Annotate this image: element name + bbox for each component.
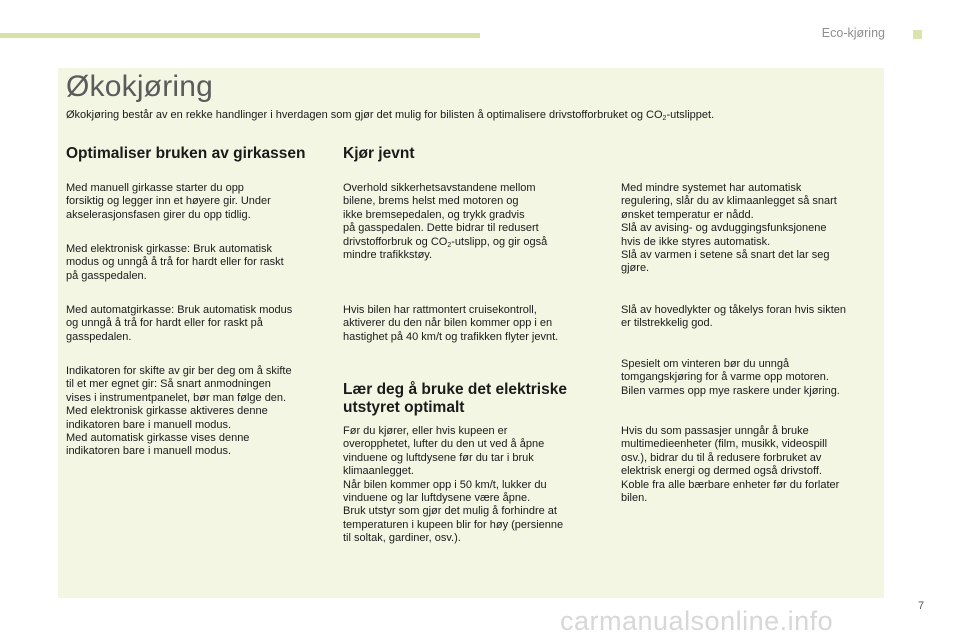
line: Hvis bilen har rattmontert cruisekontroll,	[343, 304, 537, 316]
co2-text-b: -utslipp, og gir også	[451, 235, 548, 248]
line: vinduene og lar luftdysene være åpne.	[343, 492, 531, 505]
line: Spesielt om vinteren bør du unngå	[621, 358, 790, 370]
gearbox-paragraph-3	[66, 304, 292, 344]
line: hvis de ikke styres automatisk.	[621, 235, 771, 248]
line: klimaanlegget.	[343, 465, 414, 478]
section-title: Eco-kjøring	[821, 26, 885, 40]
line: Slå av avising- og avduggingsfunksjonene	[621, 222, 827, 235]
heading-line: utstyret optimalt	[343, 399, 465, 416]
line: vinduene og luftdysene før du tar i bruk	[343, 451, 534, 464]
line: Med automatisk girkasse vises denne	[66, 432, 250, 445]
line: Med elektronisk girkasse aktiveres denne	[66, 405, 268, 418]
line: temperaturen i kupeen blir for høy (persienne	[343, 518, 564, 531]
intro-text	[66, 108, 866, 122]
line: er tilstrekkelig god.	[621, 317, 713, 330]
line: osv.), bidrar du til å redusere forbruket av	[621, 451, 822, 464]
line: Med mindre systemet har automatisk	[621, 182, 802, 194]
line: Når bilen kommer opp i 50 km/t, lukker du	[343, 478, 547, 491]
climate-paragraph	[621, 182, 837, 276]
intro-subscript: 2	[662, 115, 667, 122]
heading-line: Lær deg å bruke det elektriske	[343, 381, 567, 398]
line: Med manuell girkasse starter du opp	[66, 182, 244, 194]
line: bilen.	[621, 492, 648, 505]
drive-paragraph-2	[343, 304, 558, 344]
line: gjøre.	[621, 262, 650, 275]
heading-gearbox: Optimaliser bruken av girkassen	[66, 145, 306, 162]
line: akselerasjonsfasen girer du opp tidlig.	[66, 208, 251, 221]
electrical-paragraph-1	[343, 425, 563, 546]
intro-text-b: -utslippet.	[666, 109, 715, 121]
line: gasspedalen.	[66, 330, 132, 343]
heading-drive-smooth: Kjør jevnt	[343, 145, 415, 162]
line: til soltak, gardiner, osv.).	[343, 532, 461, 545]
line: regulering, slår du av klimaanlegget så snart	[621, 195, 837, 208]
line: forsiktig og legger inn et høyere gir. Under	[66, 195, 271, 208]
line: elektrisk energi og dermed også drivstoff.	[621, 465, 822, 478]
winter-paragraph	[621, 358, 840, 398]
drive-paragraph-1	[343, 182, 547, 262]
gearbox-paragraph-1	[66, 182, 271, 222]
line: vises i instrumentpanelet, bør man følge den.	[66, 391, 287, 404]
line: Slå av hovedlykter og tåkelys foran hvis sikten	[621, 304, 847, 316]
line: på gasspedalen.	[66, 269, 147, 282]
line: Hvis du som passasjer unngår å bruke	[621, 425, 809, 437]
line: på gasspedalen. Dette bidrar til redusert	[343, 222, 539, 235]
multimedia-paragraph	[621, 425, 839, 505]
co2-subscript: 2	[447, 241, 452, 249]
line: Med elektronisk girkasse: Bruk automatisk	[66, 243, 273, 255]
line: ønsket temperatur er nådd.	[621, 208, 754, 221]
line: multimedieenheter (film, musikk, videospill	[621, 438, 828, 451]
lights-paragraph	[621, 304, 846, 331]
intro-text-a: Økokjøring består av en rekke handlinger i hverdagen som gjør det mulig for bilisten å optimalisere drivstofforbruket og CO	[66, 109, 663, 121]
gearbox-paragraph-2	[66, 243, 284, 283]
line: hastighet på 40 km/t og trafikken flyter jevnt.	[343, 330, 559, 343]
line: og unngå å trå for hardt eller for raskt på	[66, 317, 263, 330]
line: aktiverer du den når bilen kommer opp i en	[343, 317, 553, 330]
watermark: carmanualsonline.info	[560, 606, 834, 636]
line: Med automatgirkasse: Bruk automatisk modus	[66, 304, 293, 316]
header-rule	[0, 33, 480, 38]
line: Bilen varmes opp mye raskere under kjøring.	[621, 384, 840, 397]
line: Indikatoren for skifte av gir ber deg om å skifte	[66, 365, 292, 377]
line: Før du kjører, eller hvis kupeen er	[343, 425, 508, 437]
line: indikatoren bare i manuell modus.	[66, 418, 232, 431]
line: Slå av varmen i setene så snart det lar seg	[621, 249, 830, 262]
line: ikke bremsepedalen, og trykk gradvis	[343, 208, 525, 221]
line: bilene, brems helst med motoren og	[343, 195, 519, 208]
page-number: 7	[918, 600, 925, 612]
line: tomgangskjøring for å varme opp motoren.	[621, 371, 829, 384]
co2-text-a: drivstofforbruk og CO	[343, 235, 448, 248]
page-title: Økokjøring	[66, 70, 214, 103]
line: Koble fra alle bærbare enheter før du forlater	[621, 478, 840, 491]
line: mindre trafikkstøy.	[343, 249, 433, 262]
header-marker	[913, 30, 922, 39]
line: modus og unngå å trå for hardt eller for raskt	[66, 256, 284, 269]
line	[343, 236, 547, 249]
gearbox-paragraph-4	[66, 365, 292, 459]
line: overopphetet, lufter du den ut ved å åpne	[343, 438, 545, 451]
line: indikatoren bare i manuell modus.	[66, 445, 232, 458]
line: Bruk utstyr som gjør det mulig å forhindre at	[343, 505, 557, 518]
line: Overhold sikkerhetsavstandene mellom	[343, 182, 536, 194]
line: til et mer egnet gir: Så snart anmodningen	[66, 378, 271, 391]
heading-electrical	[343, 381, 567, 417]
